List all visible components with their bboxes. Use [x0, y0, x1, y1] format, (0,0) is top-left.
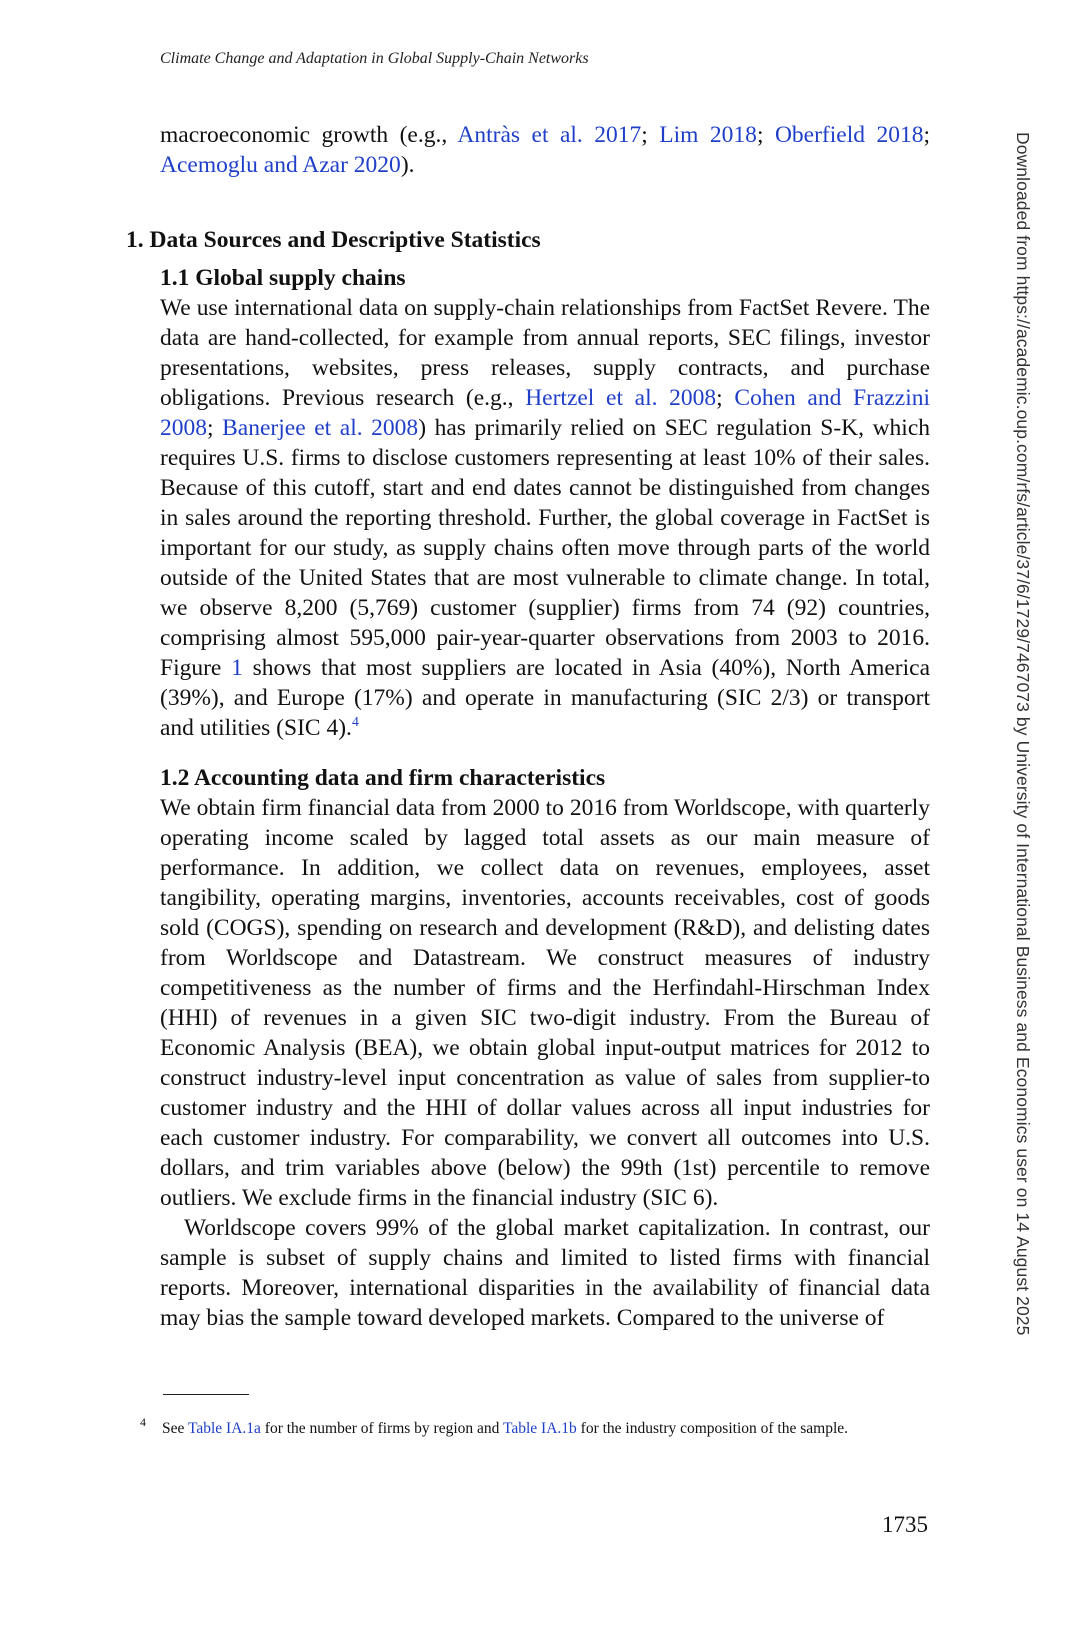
separator: ;: [756, 122, 775, 148]
footnote-divider: [163, 1394, 249, 1395]
download-watermark: Downloaded from https://academic.oup.com/rfs/article/37/6/1729/7467073 by University of International Business and Economics user on 14 August 2025: [1013, 132, 1033, 1336]
table-link[interactable]: Table IA.1a: [187, 1420, 261, 1437]
footnote-text: See: [162, 1420, 188, 1437]
section-heading: 1. Data Sources and Descriptive Statistics: [126, 227, 541, 253]
separator: ;: [207, 415, 223, 441]
figure-link[interactable]: 1: [231, 655, 243, 681]
citation-link[interactable]: Lim 2018: [659, 122, 757, 148]
separator: ;: [716, 385, 735, 411]
paragraph-accounting-data: [160, 793, 930, 1333]
paragraph-text: Worldscope covers 99% of the global market capitalization. In contrast, our sample is subset of supply chains and limited to listed firms with financial reports. Moreover, international disparities in the availability of financial data may bias the sample toward developed markets. Compared to the universe of: [160, 1215, 930, 1331]
separator: ;: [641, 122, 660, 148]
table-link[interactable]: Table IA.1b: [502, 1420, 577, 1437]
intro-text: ).: [400, 152, 415, 178]
intro-text: macroeconomic growth (e.g.,: [160, 122, 458, 148]
paragraph-text: shows that most suppliers are located in Asia (40%), North America (39%), and Europe (17%) and operate in manufacturing (SIC 2/3) or transport and utilities (SIC 4).: [160, 655, 931, 741]
footnote-marker[interactable]: 4: [351, 715, 359, 730]
paragraph-text: We use international data on supply-chain relationships from FactSet Revere. The data are hand-collected, for example from annual reports, SEC filings, investor presentations, websites, press releases, supply contracts, and purchase obligations. Previous research (e.g.,: [160, 295, 930, 411]
footnote-text: for the industry composition of the sample.: [576, 1420, 849, 1437]
paragraph-global-supply-chains: [160, 293, 930, 743]
citation-link[interactable]: Antràs et al. 2017: [457, 122, 642, 148]
citation-link[interactable]: Cohen and Frazzini 2008: [160, 385, 931, 441]
paragraph-text: We obtain firm financial data from 2000 to 2016 from Worldscope, with quarterly operating income scaled by lagged total assets as our main measure of performance. In addition, we collect data on revenues, employees, asset tangibility, operating margins, inventories, accounts receivables, cost of goods sold (COGS), spending on research and development (R&D), and delisting dates from Worldscope and Datastream. We construct measures of industry competitiveness as the number of firms and the Herfindahl-Hirschman Index (HHI) of revenues in a given SIC two-digit industry. From the Bureau of Economic Analysis (BEA), we obtain global input-output matrices for 2012 to construct industry-level input concentration as value of sales from supplier-to customer industry and the HHI of dollar values across all input industries for each customer industry. For comparability, we convert all outcomes into U.S. dollars, and trim variables above (below) the 99th (1st) percentile to remove outliers. We exclude firms in the financial industry (SIC 6).: [160, 795, 930, 1211]
subsection-heading-global-supply-chains: 1.1 Global supply chains: [160, 265, 406, 291]
intro-paragraph: [160, 120, 930, 180]
footnote-text: for the number of firms by region and: [260, 1420, 503, 1437]
subsection-heading-accounting-data: 1.2 Accounting data and firm characteristics: [160, 765, 606, 791]
citation-link[interactable]: Hertzel et al. 2008: [525, 385, 717, 411]
paragraph-text: ) has primarily relied on SEC regulation S-K, which requires U.S. firms to disclose customers representing at least 10% of their sales. Because of this cutoff, start and end dates cannot be distinguished from changes in sales around the reporting threshold. Further, the global coverage in FactSet is important for our study, as supply chains often move through parts of the world outside of the United States that are most vulnerable to climate change. In total, we observe 8,200 (5,769) customer (supplier) firms from 74 (92) countries, comprising almost 595,000 pair-year-quarter observations from 2003 to 2016. Figure: [160, 415, 931, 681]
citation-link[interactable]: Acemoglu and Azar 2020: [160, 152, 401, 178]
footnote-number: 4: [140, 1415, 146, 1429]
citation-link[interactable]: Oberfield 2018: [774, 122, 924, 148]
running-head: Climate Change and Adaptation in Global Supply-Chain Networks: [160, 50, 589, 67]
citation-link[interactable]: Banerjee et al. 2008: [222, 415, 419, 441]
separator: ;: [923, 122, 931, 148]
page-number: 1735: [882, 1512, 928, 1537]
